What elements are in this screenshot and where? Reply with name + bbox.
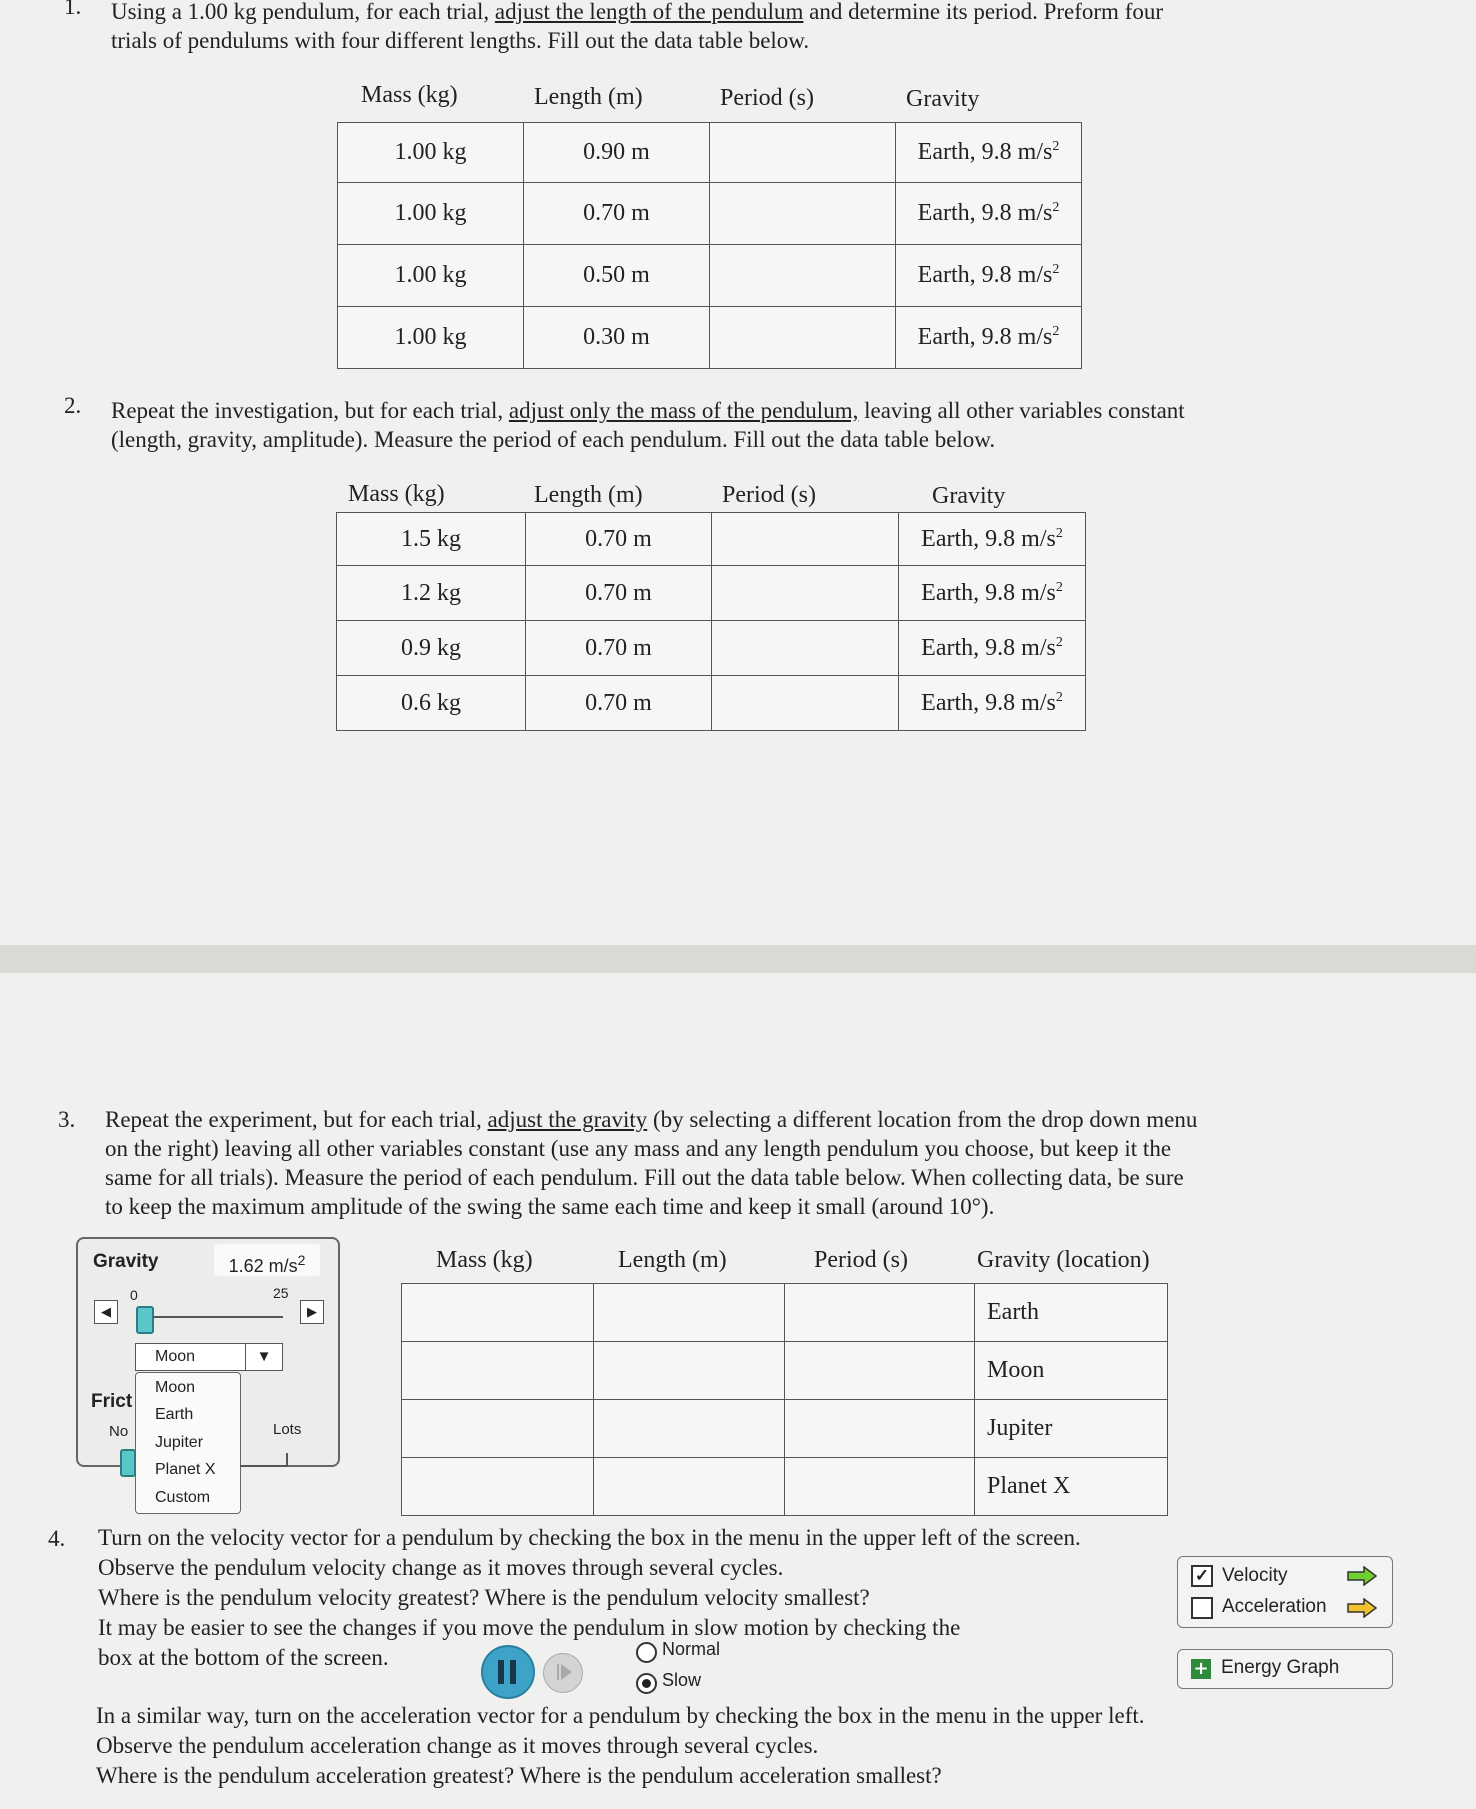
velocity-checkbox[interactable]: ✓ [1191, 1565, 1213, 1587]
q2-header-mass: Mass (kg) [348, 481, 445, 507]
table-row [338, 123, 1082, 183]
q3-period-cell[interactable] [785, 1342, 975, 1400]
q4-number: 4. [48, 1526, 66, 1551]
table-row [402, 1342, 1168, 1400]
q3-location-cell: Planet X [975, 1458, 1168, 1516]
q2-gravity-cell: Earth, 9.8 $m/s^2$ [899, 566, 1086, 621]
gravity-max-label: 25 [273, 1285, 289, 1301]
q1-period-cell[interactable] [710, 123, 896, 183]
q1-text: Using a 1.00 kg pendulum, for each trial, adjust the length of the pendulum and determine its period. Preform four trials of pendulums with four different lengths. Fill out the data table below. [111, 0, 1164, 53]
table-row [337, 676, 1086, 731]
table-row [402, 1458, 1168, 1516]
gravity-value-readout: 1.62 $m/s^2$ [214, 1244, 320, 1276]
q3-table [401, 1283, 1168, 1516]
q3-mass-cell[interactable] [402, 1458, 594, 1516]
table-row [337, 566, 1086, 621]
velocity-arrow-icon [1346, 1566, 1378, 1586]
q1-gravity-cell: Earth, 9.8 $m/s^2$ [896, 123, 1082, 183]
gravity-decrement-button[interactable]: ◀ [94, 1300, 118, 1324]
q1-mass-cell: 1.00 kg [338, 307, 524, 369]
q3-location-cell: Jupiter [975, 1400, 1168, 1458]
q3-length-cell[interactable] [594, 1284, 785, 1342]
q1-table [337, 122, 1082, 369]
plus-icon[interactable]: + [1191, 1659, 1211, 1679]
q3-length-cell[interactable] [594, 1342, 785, 1400]
q3-header-length: Length (m) [618, 1247, 727, 1273]
q1-header-gravity: Gravity [906, 86, 980, 112]
q2-length-cell: 0.70 m [526, 676, 712, 731]
q2-mass-cell: 0.6 kg [337, 676, 526, 731]
q1-mass-cell: 1.00 kg [338, 123, 524, 183]
q3-header-mass: Mass (kg) [436, 1247, 533, 1273]
q3-header-gravity-location: Gravity (location) [977, 1247, 1150, 1273]
table-row [402, 1284, 1168, 1342]
q2-period-cell[interactable] [712, 513, 899, 566]
q2-table [336, 512, 1086, 731]
q2-mass-cell: 0.9 kg [337, 621, 526, 676]
q3-number: 3. [58, 1107, 76, 1132]
q2-length-cell: 0.70 m [526, 566, 712, 621]
worksheet-page-2 [0, 973, 1476, 1809]
q3-mass-cell[interactable] [402, 1400, 594, 1458]
table-row [337, 621, 1086, 676]
q2-mass-cell: 1.5 kg [337, 513, 526, 566]
chevron-down-icon: ▼ [245, 1344, 282, 1370]
acceleration-label: Acceleration [1222, 1596, 1327, 1617]
q1-length-cell: 0.50 m [524, 245, 710, 307]
location-option-planet-x[interactable]: Planet X [155, 1461, 216, 1478]
gravity-title: Gravity [93, 1251, 159, 1272]
gravity-min-label: 0 [130, 1287, 138, 1303]
q4-text-acceleration: In a similar way, turn on the acceleration vector for a pendulum by checking the box in the menu in the upper left. Observe the pendulum acceleration change as it moves through several cycles. Where is the pendulum acceleration greatest? Where is the pendulum acceleration smallest? [96, 1703, 1145, 1788]
q3-length-cell[interactable] [594, 1400, 785, 1458]
q1-mass-cell: 1.00 kg [338, 245, 524, 307]
location-option-custom[interactable]: Custom [155, 1489, 211, 1506]
q2-period-cell[interactable] [712, 676, 899, 731]
q1-header-mass: Mass (kg) [361, 82, 458, 108]
q3-period-cell[interactable] [785, 1458, 975, 1516]
normal-speed-label: Normal [662, 1639, 721, 1659]
q2-header-length: Length (m) [534, 482, 643, 508]
q2-gravity-cell: Earth, 9.8 $m/s^2$ [899, 621, 1086, 676]
q1-period-cell[interactable] [710, 245, 896, 307]
location-option-earth[interactable]: Earth [155, 1406, 194, 1423]
pause-icon [498, 1660, 504, 1684]
q3-mass-cell[interactable] [402, 1342, 594, 1400]
q2-length-cell: 0.70 m [526, 513, 712, 566]
acceleration-arrow-icon [1346, 1598, 1378, 1618]
q1-number: 1. [64, 0, 82, 19]
friction-none-label: No [109, 1423, 129, 1440]
q4-text: Turn on the velocity vector for a pendulum by checking the box in the menu in the upper left of the screen. Observe the pendulum velocity change as it moves through several cycles. Where is the pendulum velocity greatest? Where is the pendulum velocity smallest? It may be easier to see the changes if you move the pendulum in slow motion by checking the box at the bottom of the screen. [98, 1525, 1081, 1670]
pause-button[interactable] [481, 1645, 535, 1699]
q2-period-cell[interactable] [712, 566, 899, 621]
acceleration-checkbox[interactable] [1191, 1597, 1213, 1619]
q2-period-cell[interactable] [712, 621, 899, 676]
q1-length-cell: 0.30 m [524, 307, 710, 369]
q1-gravity-cell: Earth, 9.8 $m/s^2$ [896, 307, 1082, 369]
friction-slider-track[interactable] [240, 1453, 288, 1467]
table-row [337, 513, 1086, 566]
q2-number: 2. [64, 393, 82, 418]
q3-location-cell: Earth [975, 1284, 1168, 1342]
gravity-increment-button[interactable]: ▶ [300, 1300, 324, 1324]
location-option-jupiter[interactable]: Jupiter [155, 1434, 204, 1451]
step-icon [557, 1664, 559, 1680]
energy-graph-label: Energy Graph [1221, 1657, 1340, 1678]
step-button[interactable] [543, 1653, 583, 1693]
location-option-moon[interactable]: Moon [155, 1379, 196, 1396]
page-break [0, 945, 1476, 973]
table-row [402, 1400, 1168, 1458]
q2-length-cell: 0.70 m [526, 621, 712, 676]
q3-length-cell[interactable] [594, 1458, 785, 1516]
q1-period-cell[interactable] [710, 307, 896, 369]
slow-speed-label: Slow [662, 1670, 702, 1690]
table-row [338, 307, 1082, 369]
q3-header-period: Period (s) [814, 1247, 908, 1273]
friction-label: Frict [91, 1391, 133, 1412]
q1-length-cell: 0.70 m [524, 183, 710, 245]
q3-text: Repeat the experiment, but for each trial, adjust the gravity (by selecting a different location from the drop down menu on the right) leaving all other variables constant (use any mass and any length pendulum you choose, but keep it the same for all trials). Measure the period of each pendulum. Fill out the data table below. When collecting data, be sure to keep the maximum amplitude of the swing the same each time and keep it small (around 10°). [105, 1107, 1198, 1219]
q1-header-period: Period (s) [720, 85, 814, 111]
friction-slider-thumb[interactable] [120, 1449, 136, 1477]
q1-gravity-cell: Earth, 9.8 $m/s^2$ [896, 183, 1082, 245]
q3-period-cell[interactable] [785, 1284, 975, 1342]
q2-header-period: Period (s) [722, 482, 816, 508]
location-options-list [135, 1372, 241, 1514]
q1-header-length: Length (m) [534, 84, 643, 110]
q1-period-cell[interactable] [710, 183, 896, 245]
friction-lots-label: Lots [273, 1421, 302, 1438]
gravity-slider-track[interactable] [143, 1316, 283, 1318]
q1-length-cell: 0.90 m [524, 123, 710, 183]
table-row [338, 183, 1082, 245]
q2-gravity-cell: Earth, 9.8 $m/s^2$ [899, 513, 1086, 566]
q2-gravity-cell: Earth, 9.8 $m/s^2$ [899, 676, 1086, 731]
normal-speed-radio[interactable] [636, 1642, 657, 1663]
location-dropdown[interactable]: Moon ▼ [135, 1343, 283, 1371]
q3-mass-cell[interactable] [402, 1284, 594, 1342]
q2-mass-cell: 1.2 kg [337, 566, 526, 621]
q2-header-gravity: Gravity [932, 483, 1006, 509]
q3-period-cell[interactable] [785, 1400, 975, 1458]
q1-mass-cell: 1.00 kg [338, 183, 524, 245]
gravity-slider-thumb[interactable] [136, 1306, 154, 1334]
slow-speed-radio[interactable] [636, 1673, 657, 1694]
q3-location-cell: Moon [975, 1342, 1168, 1400]
q2-text: Repeat the investigation, but for each trial, adjust only the mass of the pendulum, leaving all other variables constant (length, gravity, amplitude). Measure the period of each pendulum. Fill out the data table below. [111, 398, 1185, 452]
q1-gravity-cell: Earth, 9.8 $m/s^2$ [896, 245, 1082, 307]
velocity-label: Velocity [1222, 1565, 1288, 1586]
table-row [338, 245, 1082, 307]
